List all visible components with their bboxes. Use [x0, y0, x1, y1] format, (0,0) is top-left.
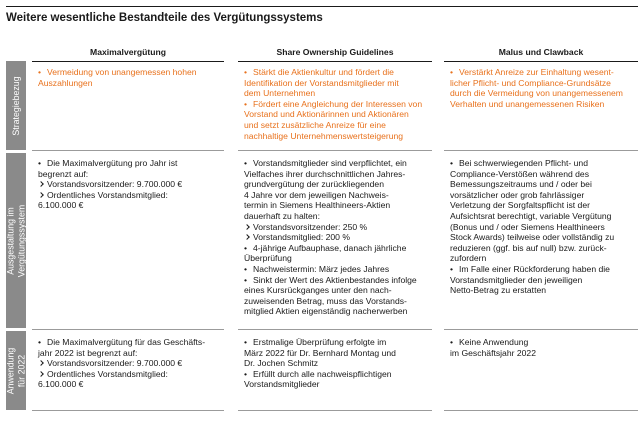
- sub-item: Ordentliches Vorstandsmitglied:: [38, 369, 205, 380]
- bullet-item: • Verstärkt Anreize zur Einhaltung wesent-: [450, 67, 623, 78]
- cell-strategiebezug-malus-clawback: • Verstärkt Anreize zur Einhaltung wesent- licher Pflicht- und Compliance-Grundsätze durch die Vermeidung von unangemessenem Verhalten und unangemessenen Risiken: [450, 67, 623, 109]
- row-label-ausgestaltung: Ausgestaltung im Vergütungssystem: [5, 204, 26, 277]
- bullet-item: • Sinkt der Wert des Aktienbestandes infolge: [244, 275, 417, 286]
- row-separator: [444, 150, 638, 151]
- sub-item: Vorstandsvorsitzender: 9.700.000 €: [38, 179, 182, 190]
- row-label-strategiebezug: Strategiebezug: [10, 75, 21, 136]
- header-rule: [32, 61, 224, 62]
- row-label-anwendung: Anwendung für 2022: [5, 347, 26, 394]
- row-separator: [32, 410, 224, 411]
- row-separator: [238, 410, 432, 411]
- sub-item: Vorstandsmitglied: 200 %: [244, 232, 417, 243]
- sub-item: Vorstandsvorsitzender: 9.700.000 €: [38, 358, 205, 369]
- row-separator: [238, 150, 432, 151]
- bullet-item: • Vermeidung von unangemessen hohen: [38, 67, 197, 78]
- row-separator: [238, 329, 432, 330]
- cell-ausgestaltung-maximalverguetung: • Die Maximalvergütung pro Jahr ist begrenzt auf: Vorstandsvorsitzender: 9.700.000 € Ordentliches Vorstandsmitglied: 6.100.000 €: [38, 158, 182, 211]
- sub-item: Vorstandsvorsitzender: 250 %: [244, 222, 417, 233]
- page-title: Weitere wesentliche Bestandteile des Vergütungssystems: [6, 12, 323, 24]
- sub-item: Ordentliches Vorstandsmitglied:: [38, 190, 182, 201]
- cell-anwendung-maximalverguetung: • Die Maximalvergütung für das Geschäfts- jahr 2022 ist begrenzt auf: Vorstandsvorsitzender: 9.700.000 € Ordentliches Vorstandsmitglied: 6.100.000 €: [38, 337, 205, 390]
- cell-anwendung-share-ownership: • Erstmalige Überprüfung erfolgte im März 2022 für Dr. Bernhard Montag und Dr. Jochen Schmitz • Erfüllt durch alle nachweispflichtigen Vorstandsmitglieder: [244, 337, 396, 390]
- bullet-item: • Stärkt die Aktienkultur und fördert die: [244, 67, 422, 78]
- bullet-item: • Erstmalige Überprüfung erfolgte im: [244, 337, 396, 348]
- bullet-item: • 4-jährige Aufbauphase, danach jährliche: [244, 243, 417, 254]
- cell-ausgestaltung-share-ownership: • Vorstandsmitglieder sind verpflichtet, ein Vielfaches ihrer durchschnittlichen Jahres- grundvergütung der zurückliegenden 4 Jahre vor dem jeweiligen Nachweis- termin in Siemens Healthineers-Aktien dauerhaft zu halten: Vorstandsvorsitzender: 250 % Vorstandsmitglied: 200 % • 4-jährige Aufbauphase, danach jährliche Überprüfung • Nachweistermin: März jedes Jahres • Sinkt der Wert des Aktienbestandes infolge eines Kursrückganges unter den nach- zuweisenden Betrag, muss das Vorstands- mitglied Aktien eigenständig nacherwerben: [244, 158, 417, 317]
- row-label-band: [6, 61, 26, 150]
- column-header-share-ownership: Share Ownership Guidelines: [276, 47, 394, 57]
- bullet-item: • Erfüllt durch alle nachweispflichtigen: [244, 369, 396, 380]
- row-label-band: [6, 331, 26, 410]
- row-separator: [32, 150, 224, 151]
- cell-strategiebezug-maximalverguetung: • Vermeidung von unangemessen hohen Auszahlungen: [38, 67, 197, 88]
- bullet-item: • Nachweistermin: März jedes Jahres: [244, 264, 417, 275]
- cell-strategiebezug-share-ownership: • Stärkt die Aktienkultur und fördert die Identifikation der Vorstandsmitglieder mit dem Unternehmen • Fördert eine Angleichung der Interessen von Vorstand und Aktionärinnen und Aktionären und setzt zusätzliche Anreize für eine nachhaltige Unternehmenswertsteigerung: [244, 67, 422, 141]
- bullet-item: • Die Maximalvergütung pro Jahr ist: [38, 158, 182, 169]
- column-header-maximalverguetung: Maximalvergütung: [90, 47, 166, 57]
- bullet-item: • Keine Anwendung: [450, 337, 536, 348]
- header-rule: [444, 61, 638, 62]
- top-rule: [6, 6, 638, 7]
- cell-anwendung-malus-clawback: • Keine Anwendung im Geschäftsjahr 2022: [450, 337, 536, 358]
- row-separator: [444, 410, 638, 411]
- bullet-item: • Die Maximalvergütung für das Geschäfts-: [38, 337, 205, 348]
- bullet-item: • Bei schwerwiegenden Pflicht- und: [450, 158, 614, 169]
- column-header-malus-clawback: Malus und Clawback: [498, 47, 584, 57]
- bullet-item: • Im Falle einer Rückforderung haben die: [450, 264, 614, 275]
- bullet-item: • Vorstandsmitglieder sind verpflichtet, ein: [244, 158, 417, 169]
- row-separator: [32, 329, 224, 330]
- row-separator: [444, 329, 638, 330]
- header-rule: [238, 61, 432, 62]
- cell-ausgestaltung-malus-clawback: • Bei schwerwiegenden Pflicht- und Compliance-Verstößen während des Bemessungszeitraums und / oder bei vorsätzlicher oder grob fahrlässiger Verletzung der Sorgfaltspflicht ist der Aufsichtsrat berechtigt, variable Vergütung (Bonus und / oder Siemens Healthineers Stock Awards) teilweise oder vollständig zu reduzieren (ggf. bis auf null) bzw. zurück- zufordern • Im Falle einer Rückforderung haben die Vorstandsmitglieder den jeweiligen Netto-Betrag zu erstatten: [450, 158, 614, 296]
- row-label-band: [6, 153, 26, 328]
- bullet-item: • Fördert eine Angleichung der Interessen von: [244, 99, 422, 110]
